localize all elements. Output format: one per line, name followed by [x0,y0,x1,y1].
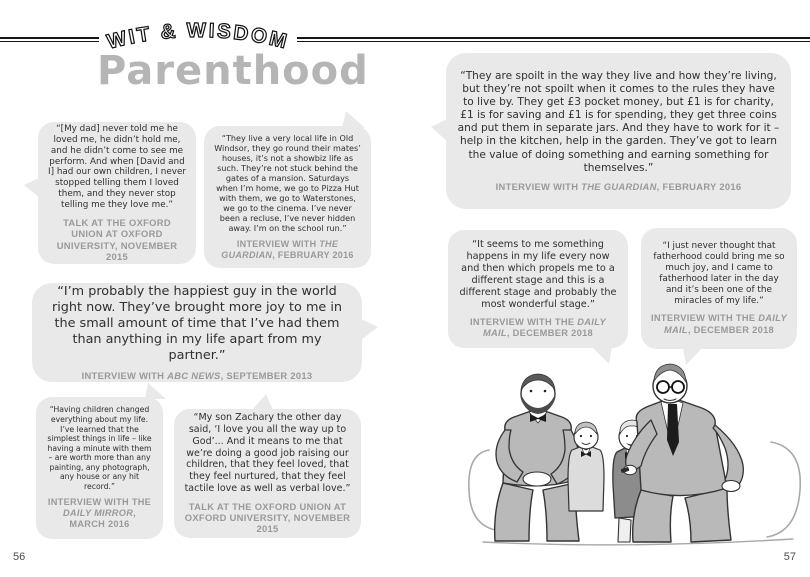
attribution: TALK AT THE OXFORD UNION AT OXFORD UNIVERSITY, NOVEMBER 2015 [184,500,351,535]
header-rule-right [297,37,810,42]
bubble-tail [342,111,365,128]
bubble-tail [145,383,166,399]
quote-text: “Having children changed everything about my life. I’ve learned that the simplest things in life – like having a minute with them – are worth more than any painting, any photograph, any house or any hit record.” [47,405,152,491]
quote-bubble-different-stage [448,230,628,348]
quote-text: “My son Zachary the other day said, ‘I love you all the way up to God’... And it means to me that we’re doing a good job raising our children, that they feel loved, that they feel nurtured, that they feel tactile love as well as verbal love.” [184,412,351,494]
attribution: INTERVIEW WITH ABC NEWS, SEPTEMBER 2013 [81,369,313,381]
quote-text: “I’m probably the happiest guy in the world right now. They’ve brought more joy to me in the small amount of time that I’ve had them than anything in my life apart from my partner.” [51,284,343,363]
page-number-left: 56 [13,551,26,563]
quote-bubble-dad [38,122,196,264]
quote-text: “They are spoilt in the way they live and how they’re living, but they’re not spoilt when it comes to the rules they have to live by. They get £3 pocket money, but £1 is for charity, £1 is for saving and £1 is for spending, they get three coins and put them in separate jars. And they have to work for it – help in the kitchen, help in the garden. They’ve got to learn the value of doing something and earning something for themselves.” [457,69,780,174]
quote-text: “I just never thought that fatherhood could bring me so much joy, and I came to fatherhood later in the day and it’s been one of the miracles of my life.” [653,241,785,307]
header-rule-left [0,37,99,42]
quote-bubble-children-changed [36,397,163,539]
attribution: INTERVIEW WITH THE GUARDIAN, FEBRUARY 2016 [495,180,742,192]
attribution: TALK AT THE OXFORD UNION AT OXFORD UNIVERSITY, NOVEMBER 2015 [56,217,178,262]
bubble-tail [431,119,447,141]
quote-bubble-happiest-guy [32,283,362,382]
page-number-right: 57 [783,551,796,563]
quote-bubble-local-life [204,126,371,268]
bubble-tail [24,178,39,197]
quote-text: “It seems to me something happens in my life every now and then which propels me to a different stage and this is a different stage and probably the most wonderful stage.” [459,238,617,310]
page-title: Parenthood [97,48,369,94]
bubble-tail [252,394,273,410]
attribution: INTERVIEW WITH THE DAILY MAIL, DECEMBER 2018 [470,316,606,339]
quote-text: “[My dad] never told me he loved me, he didn’t hold me, and he didn’t come to see me perform. And when [David and I] had our own children, I never stopped telling them I loved them, and they never stop telling me they love me.” [48,123,186,211]
attribution: INTERVIEW WITH THE DAILY MIRROR, MARCH 2016 [47,497,152,530]
attribution: INTERVIEW WITH THE DAILY MAIL, DECEMBER 2018 [651,313,787,335]
quote-bubble-pocket-money [446,53,791,209]
attribution: INTERVIEW WITH THE GUARDIAN, FEBRUARY 2016 [221,239,354,261]
family-illustration [455,350,805,550]
quote-bubble-zachary [174,409,361,538]
quote-text: “They live a very local life in Old Windsor, they go round their mates’ houses, it’s not a showbiz life as such. They’re not stuck behind the gates of a mansion. Saturdays when I’m home, we go to Pizza Hut with them, we go to Waterstones, we go to the cinema. I’ve never been a recluse, I’ve never hidden away. I’m on the school run.” [214,133,361,234]
wit-wisdom-text: WIT & WISDOM [104,18,292,54]
quote-bubble-fatherhood-joy [641,228,797,349]
bubble-tail [361,319,378,340]
